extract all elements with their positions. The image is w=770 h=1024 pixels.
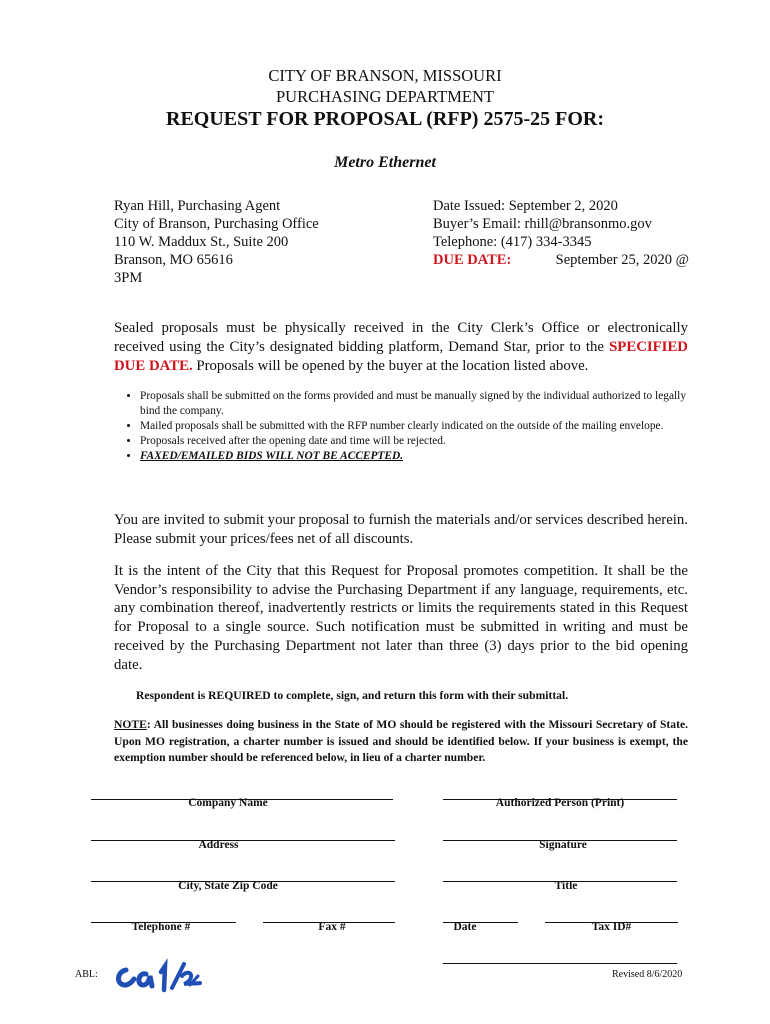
telephone-label: Telephone #: [131, 921, 191, 933]
date-issued: Date Issued: September 2, 2020: [433, 198, 618, 214]
specified-due-date: SPECIFIED DUE DATE.: [114, 339, 688, 374]
title-label: Title: [554, 880, 578, 892]
agent-name: Ryan Hill, Purchasing Agent: [114, 198, 281, 214]
revision-date: Revised 8/6/2020: [612, 969, 683, 980]
due-date-line: [433, 251, 689, 269]
submission-paragraph: [114, 319, 688, 376]
city-state-zip-label: City, State Zip Code: [178, 880, 278, 892]
city-heading: CITY OF BRANSON, MISSOURI: [268, 66, 502, 85]
submission-rules-list: [112, 389, 700, 464]
submission-text-end: Proposals will be opened by the buyer at the location listed above.: [192, 358, 589, 374]
competition-paragraph: It is the intent of the City that this Request for Proposal promotes competition. It shall be the Vendor’s responsibility to advise the Purchasing Department if any language, requirements, etc. any combination thereof, inadvertently restricts or limits the requirements stated in this Request for Proposal to a single source. Such notification must be submitted in writing and must be received by the Purchasing Department not later than three (3) days prior to the bid opening date.: [114, 563, 688, 673]
signature-label: Signature: [539, 839, 587, 851]
rfp-title: REQUEST FOR PROPOSAL (RFP) 2575-25 FOR:: [166, 108, 604, 130]
invitation-paragraph: You are invited to submit your proposal to furnish the materials and/or services described herein. Please submit your prices/fees net of all discounts.: [114, 512, 688, 547]
list-item: • Proposals received after the opening date and time will be rejected.: [140, 434, 700, 449]
list-item: [140, 449, 700, 464]
registration-note: [114, 717, 688, 767]
submission-text: Sealed proposals must be physically received in the City Clerk’s Office or electronically received using the City’s designated bidding platform, Demand Star, prior to the: [114, 320, 688, 355]
agent-city: Branson, MO 65616: [114, 252, 233, 268]
buyer-telephone: Telephone: (417) 334-3345: [433, 234, 592, 250]
department-heading: PURCHASING DEPARTMENT: [276, 87, 494, 106]
rfp-subject: Metro Ethernet: [334, 154, 436, 171]
company-name-label: Company Name: [188, 797, 268, 809]
rfp-details-block: [433, 197, 689, 269]
buyer-email: Buyer’s Email: rhill@bransonmo.gov: [433, 216, 652, 232]
authorized-person-label: Authorized Person (Print): [495, 797, 625, 809]
agent-office: City of Branson, Purchasing Office: [114, 216, 319, 232]
list-item: • Proposals shall be submitted on the forms provided and must be manually signed by the individual authorized to legally bind the company.: [140, 389, 700, 419]
handwritten-initials: [112, 958, 212, 998]
note-text: : All businesses doing business in the State of MO should be registered with the Missouri Secretary of State. Upon MO registration, a charter number is issued and should be identified below. If your business is exempt, the exemption number should be referenced below, in lieu of a charter number.: [114, 718, 688, 764]
date-label: Date: [453, 921, 477, 933]
note-label: NOTE: [114, 718, 147, 731]
abl-label: ABL:: [75, 969, 98, 980]
due-date-value: September 25, 2020 @: [555, 252, 689, 268]
tax-id-label: Tax ID#: [591, 921, 632, 933]
address-label: Address: [198, 839, 239, 851]
due-time: 3PM: [114, 270, 143, 286]
required-notice: Respondent is REQUIRED to complete, sign, and return this form with their submittal.: [136, 689, 569, 702]
agent-contact-block: [114, 197, 404, 287]
agent-street: 110 W. Maddux St., Suite 200: [114, 234, 289, 250]
faxed-bids-warning: FAXED/EMAILED BIDS WILL NOT BE ACCEPTED.: [140, 450, 404, 462]
due-date-label: DUE DATE:: [433, 252, 512, 268]
list-item: • Mailed proposals shall be submitted with the RFP number clearly indicated on the outside of the mailing envelope.: [140, 419, 700, 434]
extra-line[interactable]: [443, 963, 677, 964]
fax-label: Fax #: [318, 921, 346, 933]
